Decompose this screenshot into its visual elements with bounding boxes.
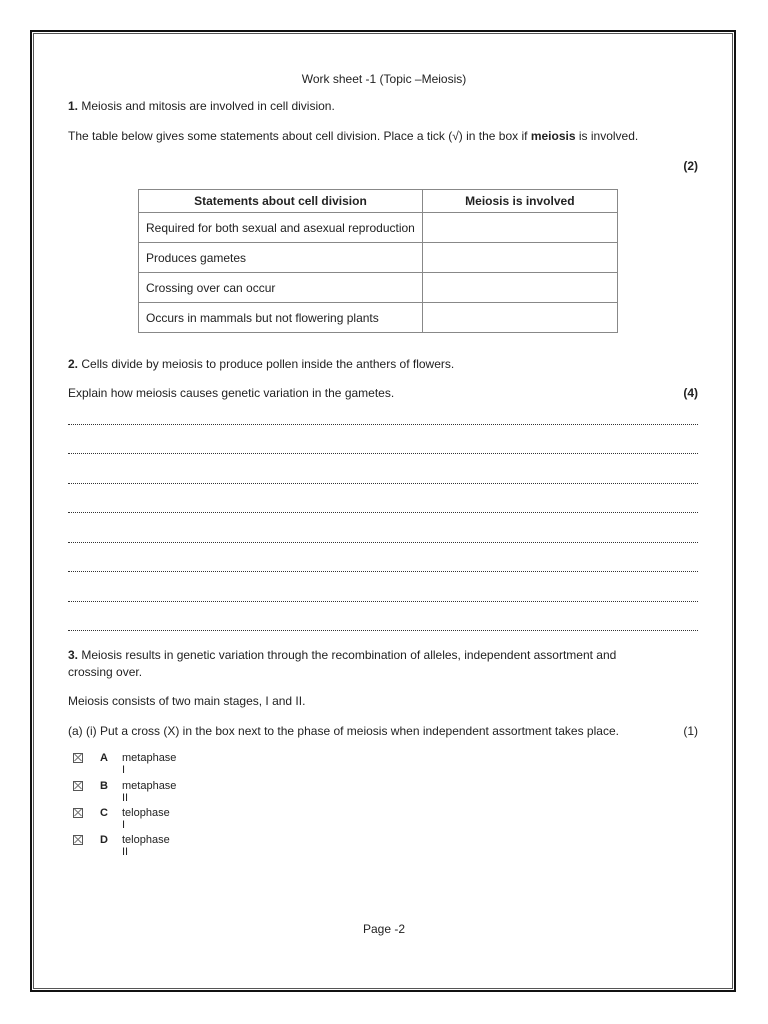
answer-line[interactable]: [68, 542, 698, 543]
answer-line[interactable]: [68, 453, 698, 454]
option-label: telophase I: [122, 807, 170, 831]
table-header-row: [139, 190, 618, 213]
cross-box[interactable]: [73, 781, 83, 791]
table-header-meiosis: Meiosis is involved: [422, 190, 617, 213]
option-letter: B: [100, 780, 108, 792]
q2-number: 2.: [68, 357, 79, 371]
q3-intro-text: Meiosis results in genetic variation through the recombination of alleles, independent assortment and: [78, 648, 617, 662]
q1-instruction-b: is involved.: [575, 129, 639, 143]
statement-cell: Required for both sexual and asexual reproduction: [139, 213, 423, 243]
table-row: [139, 303, 618, 333]
option-letter: C: [100, 807, 108, 819]
cross-box[interactable]: [73, 835, 83, 845]
q3-number: 3.: [68, 648, 79, 662]
table-row: [139, 273, 618, 303]
table-header-statements: Statements about cell division: [139, 190, 423, 213]
q1-instruction-bold: meiosis: [530, 129, 576, 143]
q1-intro-text: Meiosis and mitosis are involved in cell division.: [78, 99, 335, 113]
q3-intro: [68, 648, 616, 663]
answer-line[interactable]: [68, 630, 698, 631]
q1-instruction-a: The table below gives some statements about cell division. Place a tick (√) in the box if: [68, 129, 531, 143]
q1-number: 1.: [68, 99, 79, 113]
tick-box[interactable]: [422, 303, 617, 333]
option-label: metaphase II: [122, 780, 177, 804]
option-letter: D: [100, 834, 108, 846]
tick-box[interactable]: [422, 243, 617, 273]
statements-table: [138, 189, 618, 333]
answer-line[interactable]: [68, 424, 698, 425]
statement-cell: Crossing over can occur: [139, 273, 423, 303]
q2-question: Explain how meiosis causes genetic variation in the gametes.: [68, 386, 395, 400]
answer-line[interactable]: [68, 512, 698, 513]
option-label: metaphase I: [122, 752, 177, 776]
q3-stages: Meiosis consists of two main stages, I and II.: [68, 694, 306, 708]
q1-instruction: [68, 129, 638, 144]
q1-intro: [68, 99, 335, 114]
q1-marks: (2): [683, 159, 698, 173]
cross-box[interactable]: [73, 808, 83, 818]
q2-intro: [68, 357, 454, 372]
answer-line[interactable]: [68, 601, 698, 602]
answer-line[interactable]: [68, 483, 698, 484]
q3-question: (a) (i) Put a cross (X) in the box next to the phase of meiosis when independent assortment takes place.: [68, 724, 619, 738]
statement-cell: Occurs in mammals but not flowering plants: [139, 303, 423, 333]
table-row: [139, 243, 618, 273]
worksheet-title: Work sheet -1 (Topic –Meiosis): [301, 72, 467, 86]
q2-intro-text: Cells divide by meiosis to produce pollen inside the anthers of flowers.: [78, 357, 455, 371]
q2-marks: (4): [683, 386, 698, 400]
option-letter: A: [100, 752, 108, 764]
tick-box[interactable]: [422, 273, 617, 303]
option-label: telophase II: [122, 834, 170, 858]
q3-marks: (1): [683, 724, 698, 738]
table-row: [139, 213, 618, 243]
q3-intro-line-2: crossing over.: [68, 665, 143, 679]
cross-box[interactable]: [73, 753, 83, 763]
statement-cell: Produces gametes: [139, 243, 423, 273]
answer-line[interactable]: [68, 571, 698, 572]
page-number: Page -2: [362, 922, 406, 936]
tick-box[interactable]: [422, 213, 617, 243]
